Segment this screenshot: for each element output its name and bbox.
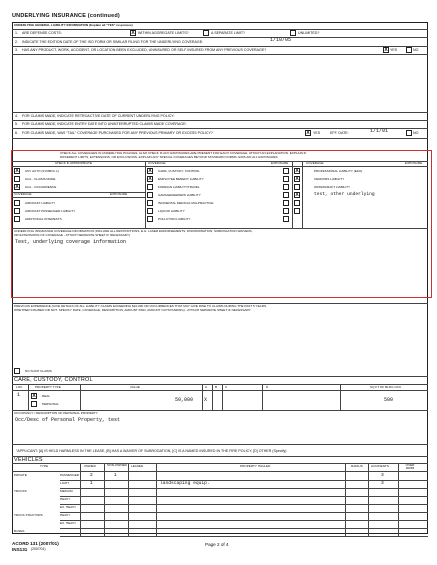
q6-number: 6.: [15, 131, 18, 135]
left-coverage-subheader: COVERAGE: [14, 192, 32, 196]
cc-real-label: REAL: [42, 394, 51, 398]
vehicle-subtype-label: LIGHT: [60, 481, 70, 485]
cov-other-checkbox[interactable]: X: [295, 192, 299, 198]
cov-care-custody-label: CARE, CUSTODY, CONTROL: [158, 169, 200, 173]
col-coverage3-header: COVERAGE: [306, 161, 324, 165]
footer-ins-date: (2007/01): [31, 546, 46, 551]
veh-col-owned: OWNED: [84, 464, 96, 468]
vehicle-nonowned-field[interactable]: 1: [114, 473, 117, 478]
q6-no-label: NO: [413, 131, 419, 135]
vehicle-subtype-label: EX. HEAVY: [60, 521, 77, 525]
cov-foreign-liability-label: FOREIGN LIABILITY/TRAVEL: [158, 185, 200, 189]
vehicle-accidents-field[interactable]: 3: [381, 473, 384, 478]
vehicle-subtype-label: EX. HEAVY: [60, 505, 77, 509]
cov-vendors-checkbox[interactable]: X: [295, 176, 299, 182]
q3-number: 3.: [15, 48, 18, 52]
cov-cgl-occurrence-checkbox[interactable]: X: [15, 184, 19, 190]
cov-additional-interests-label: ADDITIONAL INTERESTS: [25, 217, 62, 221]
q6-yes-label: YES: [313, 131, 321, 135]
cc-footnote: "APPLICANT: [A] IS HELD HARMLESS IN THE LEASE, [B] HAS A WAIVER OF SUBROGATION, [C] IS A NAMED INSURED IN THE FIRE POLICY, [D] OTHER (Specify): [16, 449, 287, 453]
vehicle-owned-field[interactable]: 1: [90, 481, 93, 486]
coverage-instructions-line1: CHECK ALL COVERAGES IN UNDERLYING POLICIES. ALSO CHECK IF ANY EXPOSURES ARE PRESENT FOR EACH COVERAGE. ATTACH AN EXPLANATION. EXPLAIN IF: [60, 151, 307, 155]
cc-col-d: D: [266, 385, 269, 389]
q4-text: FOR CLAIMS MADE, INDICATE RETROACTIVE DATE OF CURRENT UNDERLYING POLICY:: [22, 114, 175, 118]
veh-col-leased: LEASED: [131, 464, 144, 468]
cc-real-checkbox[interactable]: X: [32, 393, 36, 399]
cc-occupancy-label: OCCUPANCY / DESCRIPTION OF PERSONAL PROPERTY: [14, 411, 98, 415]
cov-cgl-occurrence-label: GGL - OCCURRENCE: [25, 185, 57, 189]
q5-number: 5.: [15, 122, 18, 126]
cc-col-c: C: [225, 385, 228, 389]
vehicle-subtype-label: MEDIUM: [60, 489, 73, 493]
cov-garagekeepers-label: GARAGEKEEPERS LIABILITY: [158, 193, 201, 197]
q3-yes-checkbox[interactable]: X: [384, 46, 388, 53]
vehicle-group-label: TRUCKS: [14, 489, 27, 493]
coverage-info-header-line2: OR EXTENSIONS OF COVERAGE - ATTACH SEPARATE SHEET IF NECESSARY): [14, 233, 131, 237]
veh-col-nonowned: NON-OWNED: [107, 463, 127, 467]
previous-experience-line2: WHETHER INSURED OR NOT. SPECIFY DATE, COVERAGE, DESCRIPTION, AMOUNT PAID, AMOUNT OUTSTANDING) - ATTACH SEPARATE SHEET IF NECESSARY.: [14, 308, 252, 312]
cc-sqft-field[interactable]: 500: [384, 397, 394, 403]
cov-medical-malpractice-label: INCIDENTAL MEDICAL MALPRACTICE: [158, 201, 214, 205]
left-exposure-subheader: EXPOSURE: [110, 192, 128, 196]
q1-within-label: WITHIN AGGREGATE LIMITS?: [138, 31, 189, 35]
cc-col-type: PROPERTY TYPE: [35, 385, 61, 389]
vehicle-subtype-label: PASSENGER: [60, 473, 80, 477]
q3-no-checkbox[interactable]: [406, 47, 412, 53]
q1-text: ARE DEFENSE COSTS:: [22, 31, 62, 35]
cov-liquor-liability-label: LIQUOR LIABILITY: [158, 209, 185, 213]
cc-col-sqft: SQ FT OF BLDG OCC: [370, 385, 402, 389]
no-such-claims-checkbox[interactable]: [14, 368, 20, 374]
q1-within-checkbox[interactable]: X: [131, 29, 135, 36]
q1-number: 1.: [15, 31, 18, 35]
q1-unlimited-label: UNLIMITED?: [298, 31, 320, 35]
care-custody-title: CARE, CUSTODY, CONTROL: [14, 377, 93, 383]
cov-cgl-claims-label: GGL - CLAIMS MADE: [25, 177, 56, 181]
coverage-info-header-line1: UNDERLYING INSURANCE COVERAGE INFORMATION (INCLUDE ALL RESTRICTIONS, E.G. LASER ENDORSEMENTS, DISCRIMINATION, SUBROGATION WAIVERS,: [14, 229, 253, 233]
vehicle-group-label: BUSES: [14, 529, 25, 533]
cc-a-field[interactable]: X: [204, 397, 208, 403]
col-check-header: CHECK IF APPROPRIATE: [55, 161, 92, 165]
veh-col-property: PROPERTY HAULED: [240, 464, 271, 468]
cov-employee-benefit-label: EMPLOYEE BENEFIT LIABILITY: [158, 177, 204, 181]
q3-no-label: NO: [413, 48, 419, 52]
cov-aircraft-label: AIRCRAFT LIABILITY: [25, 201, 56, 205]
cc-loc-field[interactable]: 1: [17, 392, 21, 398]
q1-unlimited-checkbox[interactable]: [290, 30, 296, 36]
veh-col-accidents: ACCIDENTS: [371, 464, 389, 468]
cov-professional-checkbox[interactable]: X: [295, 168, 299, 174]
vehicle-subtype-label: HEAVY: [60, 513, 71, 517]
vehicles-title: VEHICLES: [14, 457, 43, 463]
cov-professional-label: PROFESSIONAL LIABILITY (E&O): [314, 169, 363, 173]
q1-separate-checkbox[interactable]: [203, 30, 209, 36]
q2-edition-date-field[interactable]: 1/10/05: [270, 36, 292, 43]
vehicle-subtype-label: HEAVY: [60, 497, 71, 501]
q6-text: FOR CLAIMS MADE, WAS "TAIL" COVERAGE PURCHASED FOR ANY PREVIOUS PRIMARY OR EXCESS POLICY?: [22, 131, 213, 135]
cov-vendors-label: VENDORS LIABILITY: [314, 177, 345, 181]
cov-any-auto-label: ANY AUTO (SYMBOL 1): [25, 169, 59, 173]
q3-yes-label: YES: [390, 48, 398, 52]
cc-personal-label: PERSONAL: [42, 402, 59, 406]
veh-col-over: OVER 200MI: [405, 463, 415, 471]
col-coverage-header: COVERAGE: [148, 161, 166, 165]
q2-number: 2.: [15, 39, 18, 44]
cc-value-field[interactable]: 50,000: [175, 397, 194, 403]
coverage-info-field[interactable]: Test, underlying coverage information: [15, 239, 127, 245]
vehicle-group-label: PRIVATE: [14, 473, 27, 477]
q5-text: FOR CLAIMS MADE, INDICATE ENTRY DATE INTO UNINTERRUPTED CLAIMS MADE COVERAGE:: [22, 122, 187, 126]
q6-eff-date-label: EFF. DATE:: [330, 131, 349, 135]
cc-occupancy-field[interactable]: Occ/Desc of Personal Property, test: [15, 417, 121, 423]
highlight-box: [11, 150, 432, 298]
footer-ins-id: INS131: [12, 547, 28, 552]
cc-col-b: B: [215, 385, 218, 389]
q6-yes-checkbox[interactable]: X: [306, 129, 310, 136]
footer-form-id: ACORD 131 (2007/01): [12, 541, 59, 546]
no-such-claims-label: NO SUCH CLAIMS: [25, 369, 52, 373]
cov-watercraft-label: WATERCRAFT LIABILITY: [314, 185, 351, 189]
cc-col-a: A: [205, 385, 208, 389]
q1-separate-label: A SEPARATE LIMIT?: [211, 31, 246, 35]
cov-any-auto-checkbox[interactable]: X: [15, 168, 19, 174]
q6-no-checkbox[interactable]: [406, 130, 412, 136]
cc-col-loc: LOC: [16, 385, 23, 389]
vehicle-owned-field[interactable]: 2: [90, 473, 93, 478]
footer-page-number: Page 2 of 4: [205, 542, 229, 547]
vehicle-accidents-field[interactable]: 3: [381, 481, 384, 486]
col-exposure3-header: EXPOSURE: [405, 161, 423, 165]
q2-text: INDICATE THE EDITION DATE OF THE ISO FORM OR SIMILAR FILING FOR THE UNDERLYING COVERAGE:: [22, 39, 204, 44]
cov-aircraft-passenger-label: AIRCRAFT PASSENGER LIABILITY: [25, 209, 76, 213]
col-exposure-header: EXPOSURE: [271, 161, 289, 165]
cov-employee-benefit-checkbox[interactable]: X: [148, 176, 152, 182]
q3-text: HAS ANY PRODUCT, WORK, ACCIDENT, OR LOCATION BEEN EXCLUDED, UNINSURED OR SELF INSURED FROM ANY PREVIOUS COVERAGE?: [22, 48, 267, 52]
general-liability-header: UNDERLYING GENERAL LIABILITY INFORMATION (Explain all "YES" responses): [14, 23, 133, 27]
veh-col-radius: RADIUS: [351, 464, 363, 468]
q4-number: 4.: [15, 114, 18, 118]
q6-eff-date-field[interactable]: 1/1/01: [370, 128, 389, 134]
cov-other-field[interactable]: test, other underlying: [314, 192, 375, 197]
previous-experience-line1: PREVIOUS EXPERIENCE (GIVE DETAILS OF ALL LIABILITY CLAIMS EXCEEDING $10,000 OR OCCURRENCES THAT MAY GIVE RISE TO CLAIMS DURING THE PAST 5 YEARS.: [14, 304, 267, 308]
vehicle-group-label: TRUCK-TRACTORS: [14, 513, 43, 517]
cov-care-custody-checkbox[interactable]: X: [148, 168, 152, 174]
cc-personal-checkbox[interactable]: [31, 401, 37, 407]
veh-col-type: TYPE: [40, 464, 49, 468]
vehicle-property-field[interactable]: landscaping equip.: [160, 481, 210, 486]
cov-pollution-liability-label: POLLUTION LIABILITY: [158, 217, 191, 221]
cc-col-value: VALUE: [130, 385, 140, 389]
page-title: UNDERLYING INSURANCE (continued): [12, 13, 120, 19]
coverage-instructions-line2: DIFFERENT LIMITS, EXTENSIONS, OR EXCLUSIONS. EXPLAIN ANY SPECIAL COVERAGES BEYOND STANDARD FORMS. EXPLAIN ALL EXPOSURES.: [60, 155, 279, 159]
